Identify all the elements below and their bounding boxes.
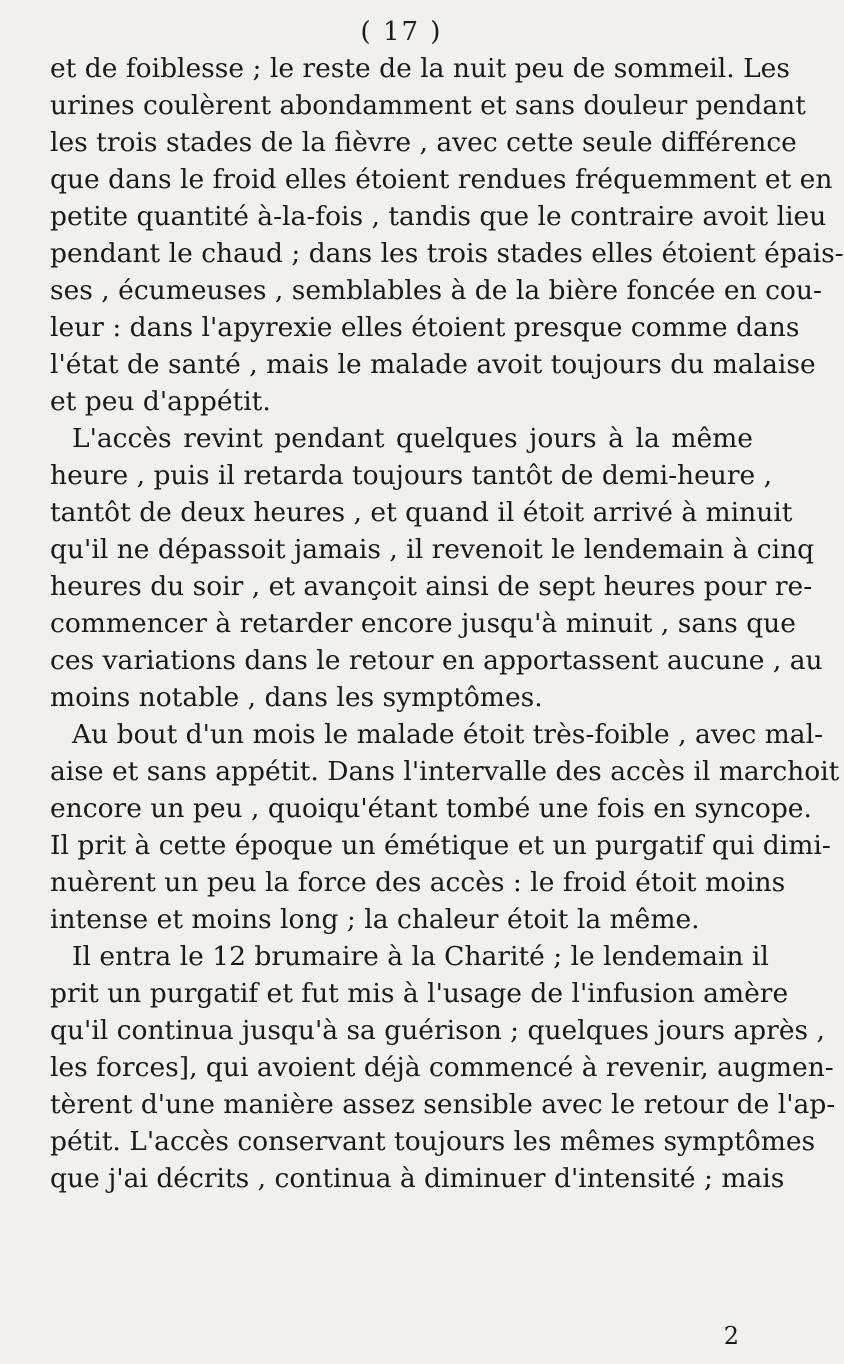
text-line: pétit. L'accès conservant toujours les mêmes symptômes xyxy=(50,1126,816,1157)
text-line: Au bout d'un mois le malade étoit très-foible , avec mal- xyxy=(72,719,824,750)
text-line: et peu d'appétit. xyxy=(50,386,271,417)
text-line: pendant le chaud ; dans les trois stades elles étoient épais- xyxy=(50,238,844,269)
text-line: qu'il continua jusqu'à sa guérison ; quelques jours après , xyxy=(50,1015,825,1046)
text-line: heures du soir , et avançoit ainsi de sept heures pour re- xyxy=(50,571,813,602)
text-line: ses , écumeuses , semblables à de la bière foncée en cou- xyxy=(50,275,822,306)
text-line: l'état de santé , mais le malade avoit toujours du malaise xyxy=(50,349,816,380)
text-line: ces variations dans le retour en apportassent aucune , au xyxy=(50,645,823,676)
text-line: commencer à retarder encore jusqu'à minuit , sans que xyxy=(50,608,796,639)
text-line: encore un peu , quoiqu'étant tombé une fois en syncope. xyxy=(50,793,812,824)
text-line: qu'il ne dépassoit jamais , il revenoit le lendemain à cinq xyxy=(50,534,815,565)
text-line: aise et sans appétit. Dans l'intervalle des accès il marchoit xyxy=(50,756,840,787)
text-line: heure , puis il retarda toujours tantôt de demi-heure , xyxy=(50,460,773,491)
page-text xyxy=(50,50,844,1197)
text-line: que dans le froid elles étoient rendues fréquemment et en xyxy=(50,164,833,195)
text-line: Il prit à cette époque un émétique et un purgatif qui dimi- xyxy=(50,830,831,861)
text-line: et de foiblesse ; le reste de la nuit peu de sommeil. Les xyxy=(50,53,790,84)
text-line: tèrent d'une manière assez sensible avec le retour de l'ap- xyxy=(50,1089,836,1120)
signature-mark: 2 xyxy=(723,1322,739,1350)
text-line: nuèrent un peu la force des accès : le froid étoit moins xyxy=(50,867,786,898)
text-line: Il entra le 12 brumaire à la Charité ; le lendemain il xyxy=(72,941,769,972)
text-line: que j'ai décrits , continua à diminuer d'intensité ; mais xyxy=(50,1163,785,1194)
text-line: urines coulèrent abondamment et sans douleur pendant xyxy=(50,90,806,121)
text-line: tantôt de deux heures , et quand il étoit arrivé à minuit xyxy=(50,497,793,528)
text-line: L'accès revint pendant quelques jours à la même xyxy=(72,423,753,454)
page-number: ( 17 ) xyxy=(360,17,443,47)
text-line: petite quantité à-la-fois , tandis que le contraire avoit lieu xyxy=(50,201,827,232)
text-line: les trois stades de la fièvre , avec cette seule différence xyxy=(50,127,797,158)
text-line: les forces], qui avoient déjà commencé à revenir, augmen- xyxy=(50,1052,834,1083)
text-line: intense et moins long ; la chaleur étoit la même. xyxy=(50,904,700,935)
text-line: leur : dans l'apyrexie elles étoient presque comme dans xyxy=(50,312,800,343)
text-line: prit un purgatif et fut mis à l'usage de l'infusion amère xyxy=(50,978,789,1009)
text-line: moins notable , dans les symptômes. xyxy=(50,682,543,713)
